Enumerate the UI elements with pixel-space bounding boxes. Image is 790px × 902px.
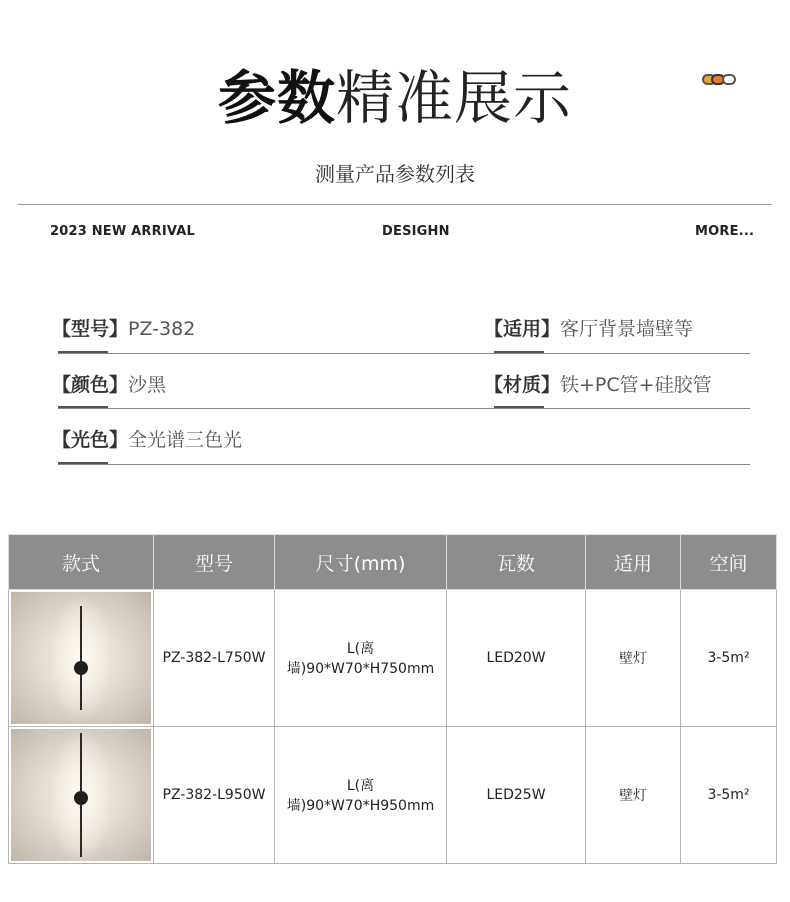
spec-color (52, 370, 166, 397)
header-model: 型号 (154, 535, 275, 590)
spec-material (484, 370, 712, 397)
product-photo-cell (9, 590, 154, 727)
table-row (9, 727, 777, 864)
spec-model-key: 【型号】 (52, 318, 129, 340)
divider (18, 204, 772, 205)
header-size: 尺寸(mm) (275, 535, 447, 590)
spec-divider (58, 353, 750, 354)
size-cell: L(离墙)90*W70*H950mm (275, 727, 447, 864)
spec-usage (484, 314, 693, 341)
page-title (0, 62, 790, 134)
spec-usage-key: 【适用】 (484, 318, 561, 340)
spec-divider (58, 408, 750, 409)
spec-color-value: 沙黑 (128, 374, 167, 396)
more-link[interactable]: MORE... (695, 224, 755, 239)
spec-model (52, 314, 195, 341)
spec-material-key: 【材质】 (484, 374, 561, 396)
usage-cell: 壁灯 (586, 590, 681, 727)
spec-model-value: PZ-382 (128, 318, 196, 340)
wall-lamp-photo (11, 592, 151, 724)
table-header-row (9, 535, 777, 590)
watt-cell: LED20W (447, 590, 586, 727)
space-cell: 3-5m² (681, 590, 777, 727)
spec-light (52, 425, 242, 452)
title-light: 精准展示 (336, 64, 573, 132)
spec-color-key: 【颜色】 (52, 374, 129, 396)
size-cell: L(离墙)90*W70*H750mm (275, 590, 447, 727)
space-cell: 3-5m² (681, 727, 777, 864)
spec-light-value: 全光谱三色光 (128, 429, 243, 451)
model-cell: PZ-382-L950W (154, 727, 275, 864)
title-bold: 参数 (217, 64, 336, 132)
wall-lamp-photo (11, 729, 151, 861)
design-tag: DESIGHN (382, 224, 450, 239)
header-watt: 瓦数 (447, 535, 586, 590)
spec-divider (58, 464, 750, 465)
table-row (9, 590, 777, 727)
spec-usage-value: 客厅背景墙壁等 (560, 318, 694, 340)
header-space: 空间 (681, 535, 777, 590)
product-photo-cell (9, 727, 154, 864)
decorative-dots-icon (702, 74, 738, 86)
usage-cell: 壁灯 (586, 727, 681, 864)
arrival-tag: 2023 NEW ARRIVAL (50, 224, 195, 239)
watt-cell: LED25W (447, 727, 586, 864)
header-usage: 适用 (586, 535, 681, 590)
spec-light-key: 【光色】 (52, 429, 129, 451)
header-style: 款式 (9, 535, 154, 590)
model-cell: PZ-382-L750W (154, 590, 275, 727)
spec-material-value: 铁+PC管+硅胶管 (560, 374, 712, 396)
product-table (8, 534, 777, 864)
page-subtitle: 测量产品参数列表 (315, 162, 475, 186)
